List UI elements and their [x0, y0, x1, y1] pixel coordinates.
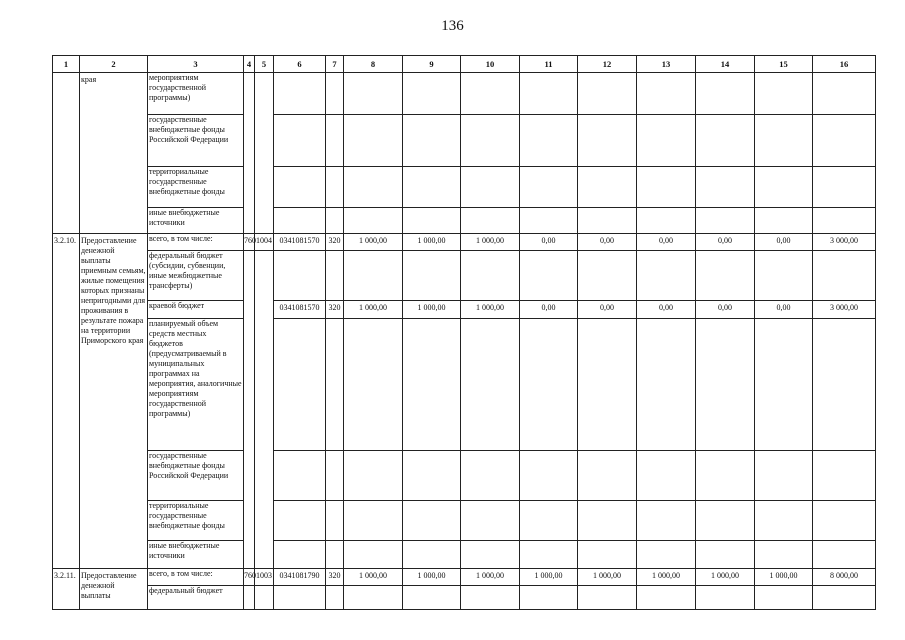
value-cell: 1 000,00: [403, 234, 461, 251]
row-number: [53, 73, 80, 234]
code-cell: 0341081570: [274, 301, 326, 319]
value-cell: 1 000,00: [461, 569, 520, 586]
header-cell: 11: [520, 56, 578, 73]
header-cell: 8: [344, 56, 403, 73]
value-cell: 3 000,00: [813, 301, 876, 319]
value-cell: 0,00: [755, 301, 813, 319]
budget-table: [52, 55, 876, 610]
value-cell: 1 000,00: [344, 234, 403, 251]
header-cell: 6: [274, 56, 326, 73]
header-cell: 10: [461, 56, 520, 73]
table-row: [53, 541, 876, 569]
value-cell: 0,00: [520, 301, 578, 319]
value-cell: 1 000,00: [520, 569, 578, 586]
header-cell: 14: [696, 56, 755, 73]
value-cell: 3 000,00: [813, 234, 876, 251]
header-cell: 15: [755, 56, 813, 73]
funding-source: государственные внебюджетные фонды Российской Федерации: [148, 115, 244, 167]
table-row: [53, 319, 876, 451]
header-row: [53, 56, 876, 73]
table-row: [53, 73, 876, 115]
row-number: 3.2.11.: [53, 569, 80, 610]
value-cell: 0,00: [637, 301, 696, 319]
header-cell: 5: [255, 56, 274, 73]
value-cell: 1 000,00: [403, 569, 461, 586]
code-cell: 760: [244, 234, 255, 251]
value-cell: 0,00: [696, 234, 755, 251]
table-row: [53, 208, 876, 234]
funding-source: мероприятиям государственной программы): [148, 73, 244, 115]
row-number: 3.2.10.: [53, 234, 80, 569]
value-cell: 1 000,00: [344, 301, 403, 319]
header-cell: 13: [637, 56, 696, 73]
value-cell: 1 000,00: [461, 234, 520, 251]
code-cell: 1004: [255, 234, 274, 251]
value-cell: 1 000,00: [403, 301, 461, 319]
funding-source: федеральный бюджет: [148, 586, 244, 610]
header-cell: 3: [148, 56, 244, 73]
code-cell: 0341081570: [274, 234, 326, 251]
funding-source: государственные внебюджетные фонды Российской Федерации: [148, 451, 244, 501]
header-cell: 4: [244, 56, 255, 73]
funding-source: иные внебюджетные источники: [148, 541, 244, 569]
funding-source: краевой бюджет: [148, 301, 244, 319]
code-cell: 320: [326, 234, 344, 251]
page-number: 136: [441, 18, 464, 34]
value-cell: 0,00: [578, 301, 637, 319]
header-cell: 1: [53, 56, 80, 73]
funding-source: планируемый объем средств местных бюджетов (предусматриваемый в муниципальных программах на мероприятия, аналогичные мероприятиям государственной программы): [148, 319, 244, 451]
measure-name: Предоставление денежной выплаты приемным семьям, жилые помещения которых признаны непригодными для проживания в результате пожара на территории Приморского края: [80, 234, 148, 569]
table-row: [53, 451, 876, 501]
table-row: [53, 234, 876, 251]
value-cell: 0,00: [755, 234, 813, 251]
value-cell: 1 000,00: [755, 569, 813, 586]
header-cell: 7: [326, 56, 344, 73]
funding-source: всего, в том числе:: [148, 569, 244, 586]
table-row: [53, 251, 876, 301]
funding-source: иные внебюджетные источники: [148, 208, 244, 234]
table-row: [53, 501, 876, 541]
funding-source: всего, в том числе:: [148, 234, 244, 251]
value-cell: 1 000,00: [637, 569, 696, 586]
funding-source: федеральный бюджет (субсидии, субвенции, иные межбюджетные трансферты): [148, 251, 244, 301]
header-cell: 2: [80, 56, 148, 73]
header-cell: 9: [403, 56, 461, 73]
value-cell: 0,00: [637, 234, 696, 251]
measure-name: края: [80, 73, 148, 234]
code-cell: 320: [326, 569, 344, 586]
header-cell: 16: [813, 56, 876, 73]
value-cell: 1 000,00: [344, 569, 403, 586]
code-cell: 0341081790: [274, 569, 326, 586]
measure-name: Предоставление денежной выплаты: [80, 569, 148, 610]
table-row: [53, 167, 876, 208]
value-cell: 0,00: [520, 234, 578, 251]
code-cell: 1003: [255, 569, 274, 586]
value-cell: 1 000,00: [696, 569, 755, 586]
table-row: [53, 569, 876, 586]
code-cell: 760: [244, 569, 255, 586]
table-row: [53, 301, 876, 319]
value-cell: 0,00: [696, 301, 755, 319]
value-cell: 1 000,00: [461, 301, 520, 319]
value-cell: 0,00: [578, 234, 637, 251]
funding-source: территориальные государственные внебюджетные фонды: [148, 167, 244, 208]
table-row: [53, 115, 876, 167]
header-cell: 12: [578, 56, 637, 73]
table-row: [53, 586, 876, 610]
value-cell: 1 000,00: [578, 569, 637, 586]
funding-source: территориальные государственные внебюджетные фонды: [148, 501, 244, 541]
value-cell: 8 000,00: [813, 569, 876, 586]
code-cell: 320: [326, 301, 344, 319]
